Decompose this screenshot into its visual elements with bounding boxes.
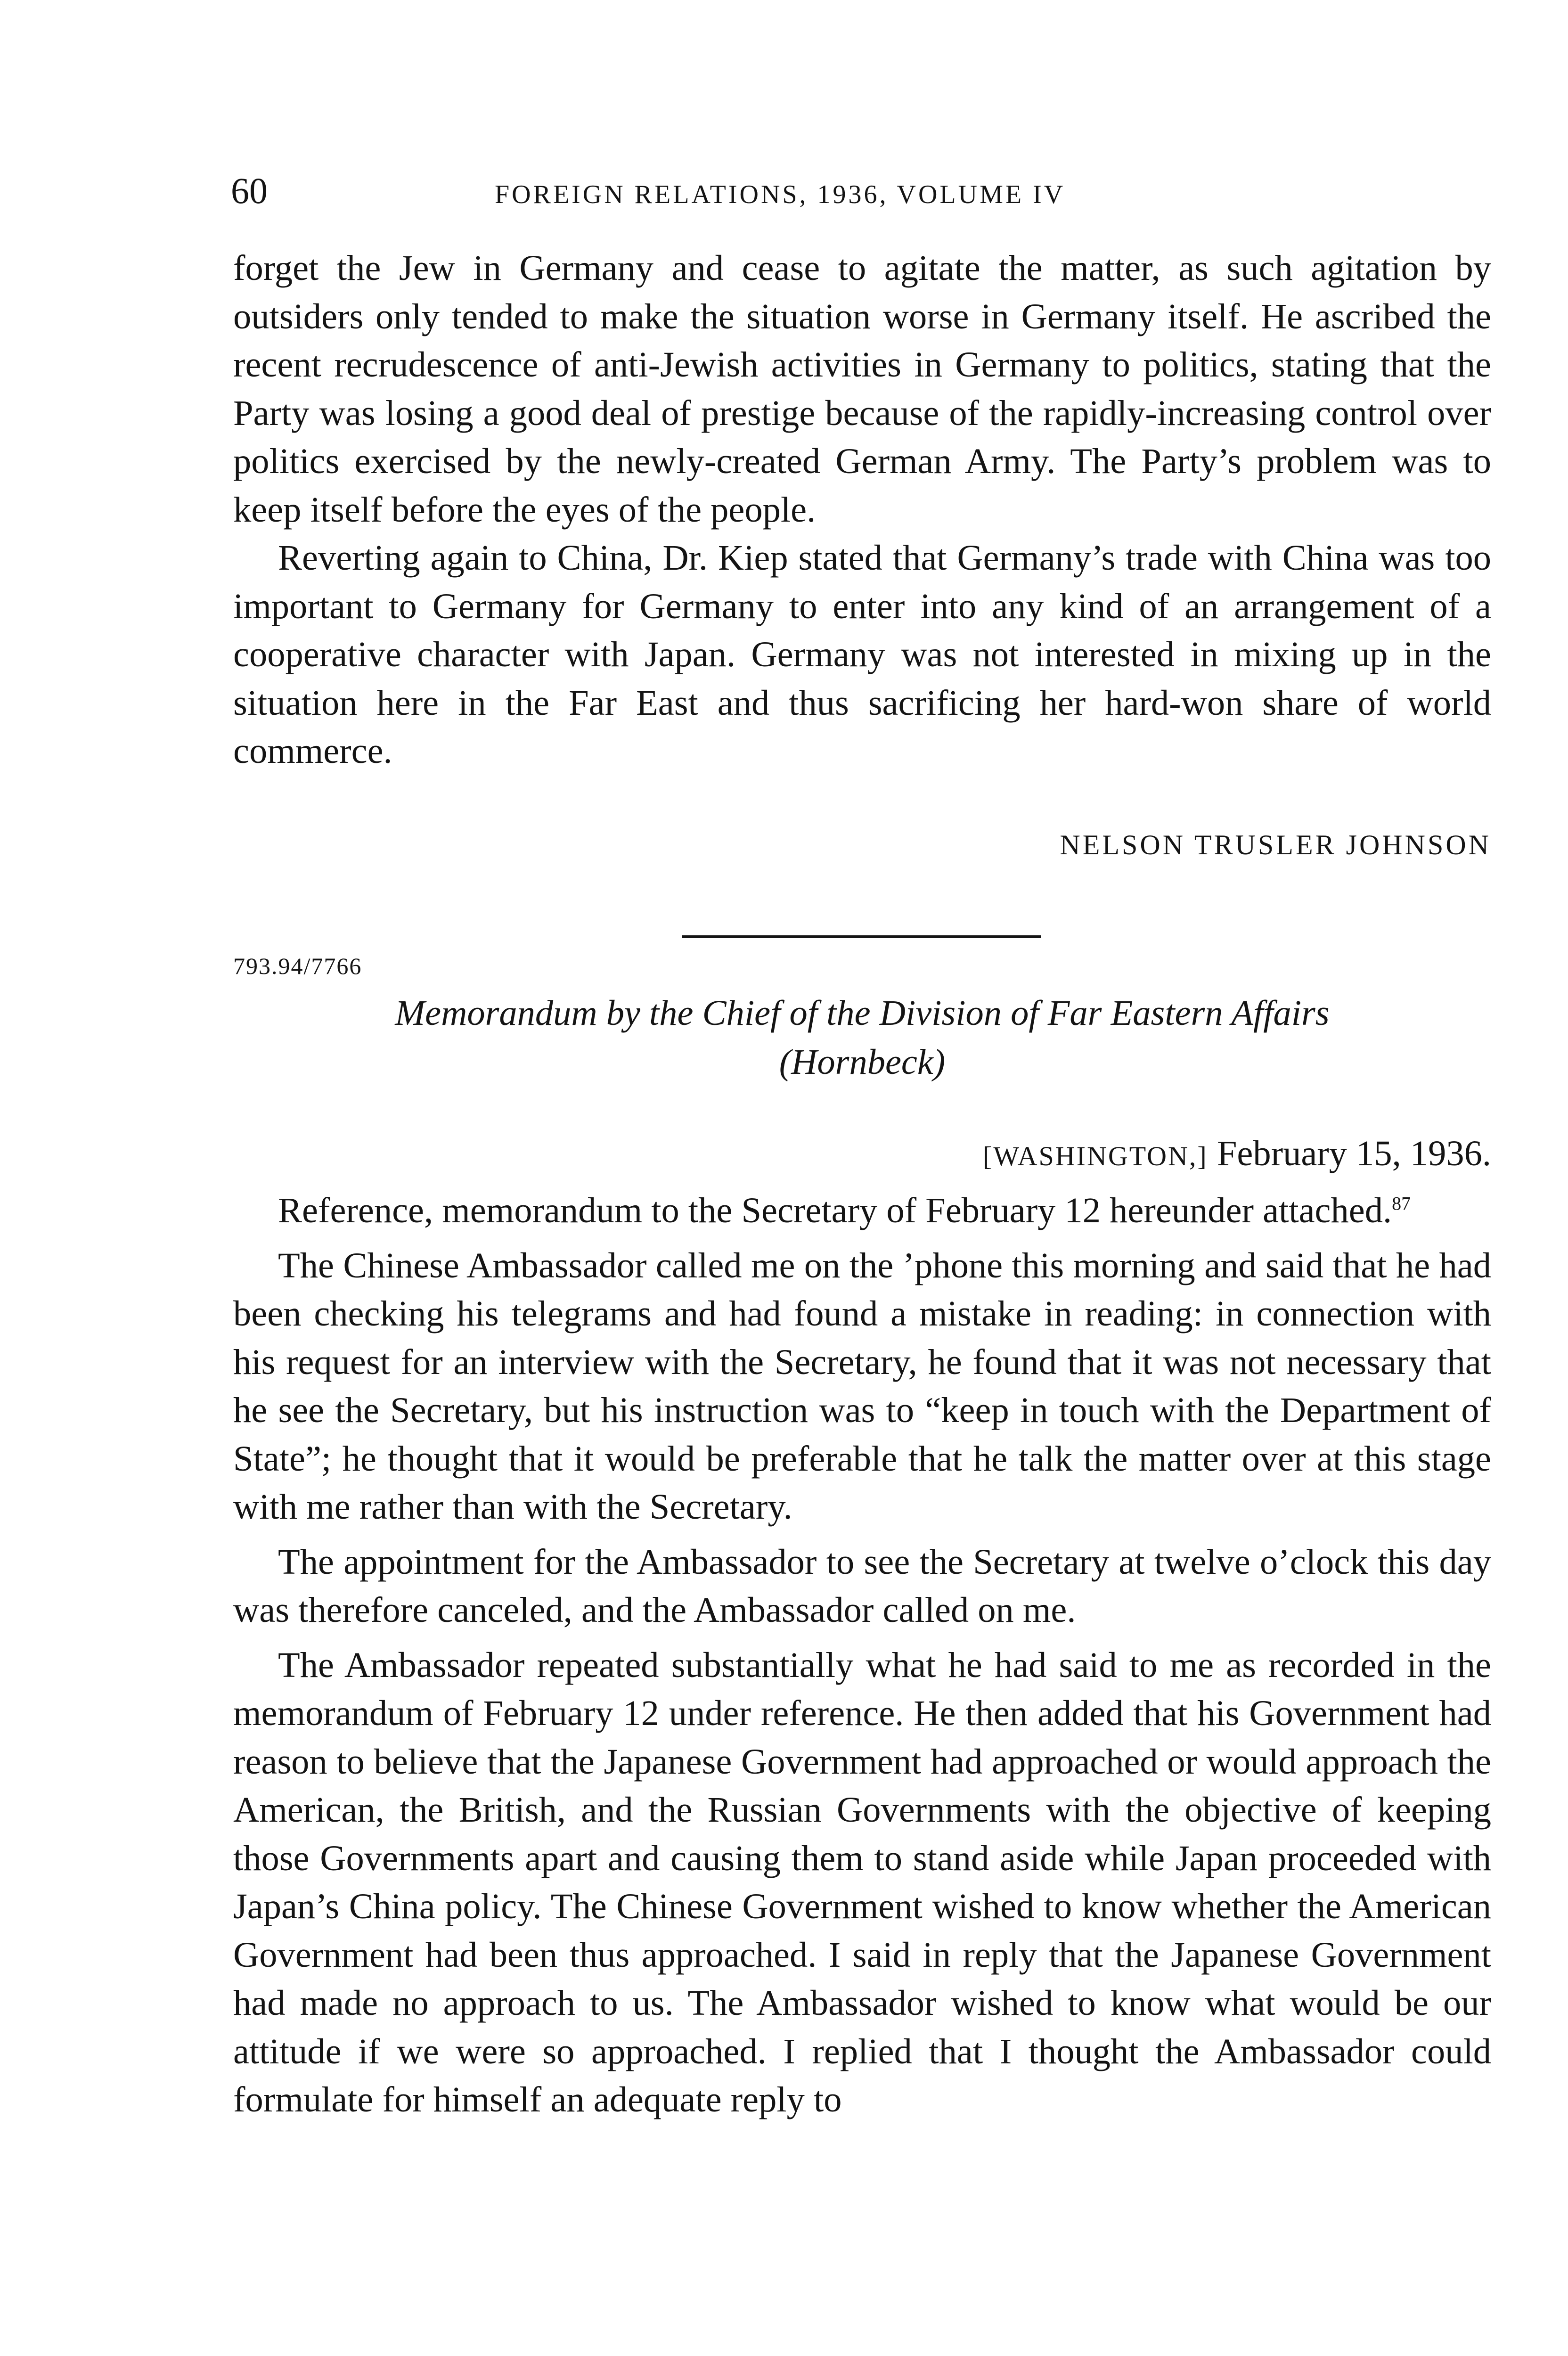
document-title-line: (Hornbeck) <box>779 1042 946 1082</box>
page-number: 60 <box>231 170 268 211</box>
dateline <box>983 1130 1491 1180</box>
paragraph: forget the Jew in Germany and cease to agitate the matter, as such agitation by outsiders only tended to make the situation worse in Germany itself. He ascribed the recent recrudescence of anti-Jewish activities in Germany to politics, stating that the Party was losing a good deal of prestige because of the rapidly-increasing control over politics exercised by the newly-created German Army. The Party’s problem was to keep itself before the eyes of the people. <box>233 248 1491 530</box>
section-divider <box>682 935 1041 938</box>
signature: NELSON TRUSLER JOHNSON <box>1060 829 1491 860</box>
running-head: FOREIGN RELATIONS, 1936, VOLUME IV <box>495 180 1066 209</box>
footnote-reference: 87 <box>1392 1193 1411 1214</box>
memorandum-body <box>233 1186 1491 2131</box>
document-title-line: Memorandum by the Chief of the Division of Far Eastern Affairs <box>395 993 1330 1033</box>
paragraph-text: Reference, memorandum to the Secretary of February 12 hereunder attached. <box>278 1190 1392 1230</box>
file-number: 793.94/7766 <box>233 953 362 979</box>
paragraph <box>233 1186 1491 1235</box>
paragraph: The appointment for the Ambassador to see the Secretary at twelve o’clock this day was therefore canceled, and the Ambassador called on me. <box>233 1541 1491 1630</box>
paragraph: The Chinese Ambassador called me on the ’phone this morning and said that he had been checking his telegrams and had found a mistake in reading: in connection with his request for an interview with the Secretary, he found that it was not necessary that he see the Secretary, but his instruction was to “keep in touch with the Department of State”; he thought that it would be preferable that he talk the matter over at this stage with me rather than with the Secretary. <box>233 1245 1491 1527</box>
paragraph: Reverting again to China, Dr. Kiep stated that Germany’s trade with China was too important to Germany for Germany to enter into any kind of an arrangement of a cooperative character with Japan. Germany was not interested in mixing up in the situation here in the Far East and thus sacrificing her hard-won share of world commerce. <box>233 538 1491 771</box>
dateline-place: [WASHINGTON,] <box>983 1141 1208 1171</box>
dateline-date: February 15, 1936. <box>1217 1133 1491 1173</box>
continued-text <box>233 244 1491 776</box>
document-title <box>233 989 1491 1087</box>
paragraph: The Ambassador repeated substantially what he had said to me as recorded in the memorandum of February 12 under reference. He then added that his Government had reason to believe that the Japanese Government had approached or would approach the American, the British, and the Russian Governments with the objective of keeping those Governments apart and causing them to stand aside while Japan proceeded with Japan’s China policy. The Chinese Government wished to know whether the American Government had been thus approached. I said in reply that the Japanese Government had made no approach to us. The Ambassador wished to know what would be our attitude if we were so approached. I replied that I thought the Ambassador could formulate for himself an adequate reply to <box>233 1644 1491 2119</box>
